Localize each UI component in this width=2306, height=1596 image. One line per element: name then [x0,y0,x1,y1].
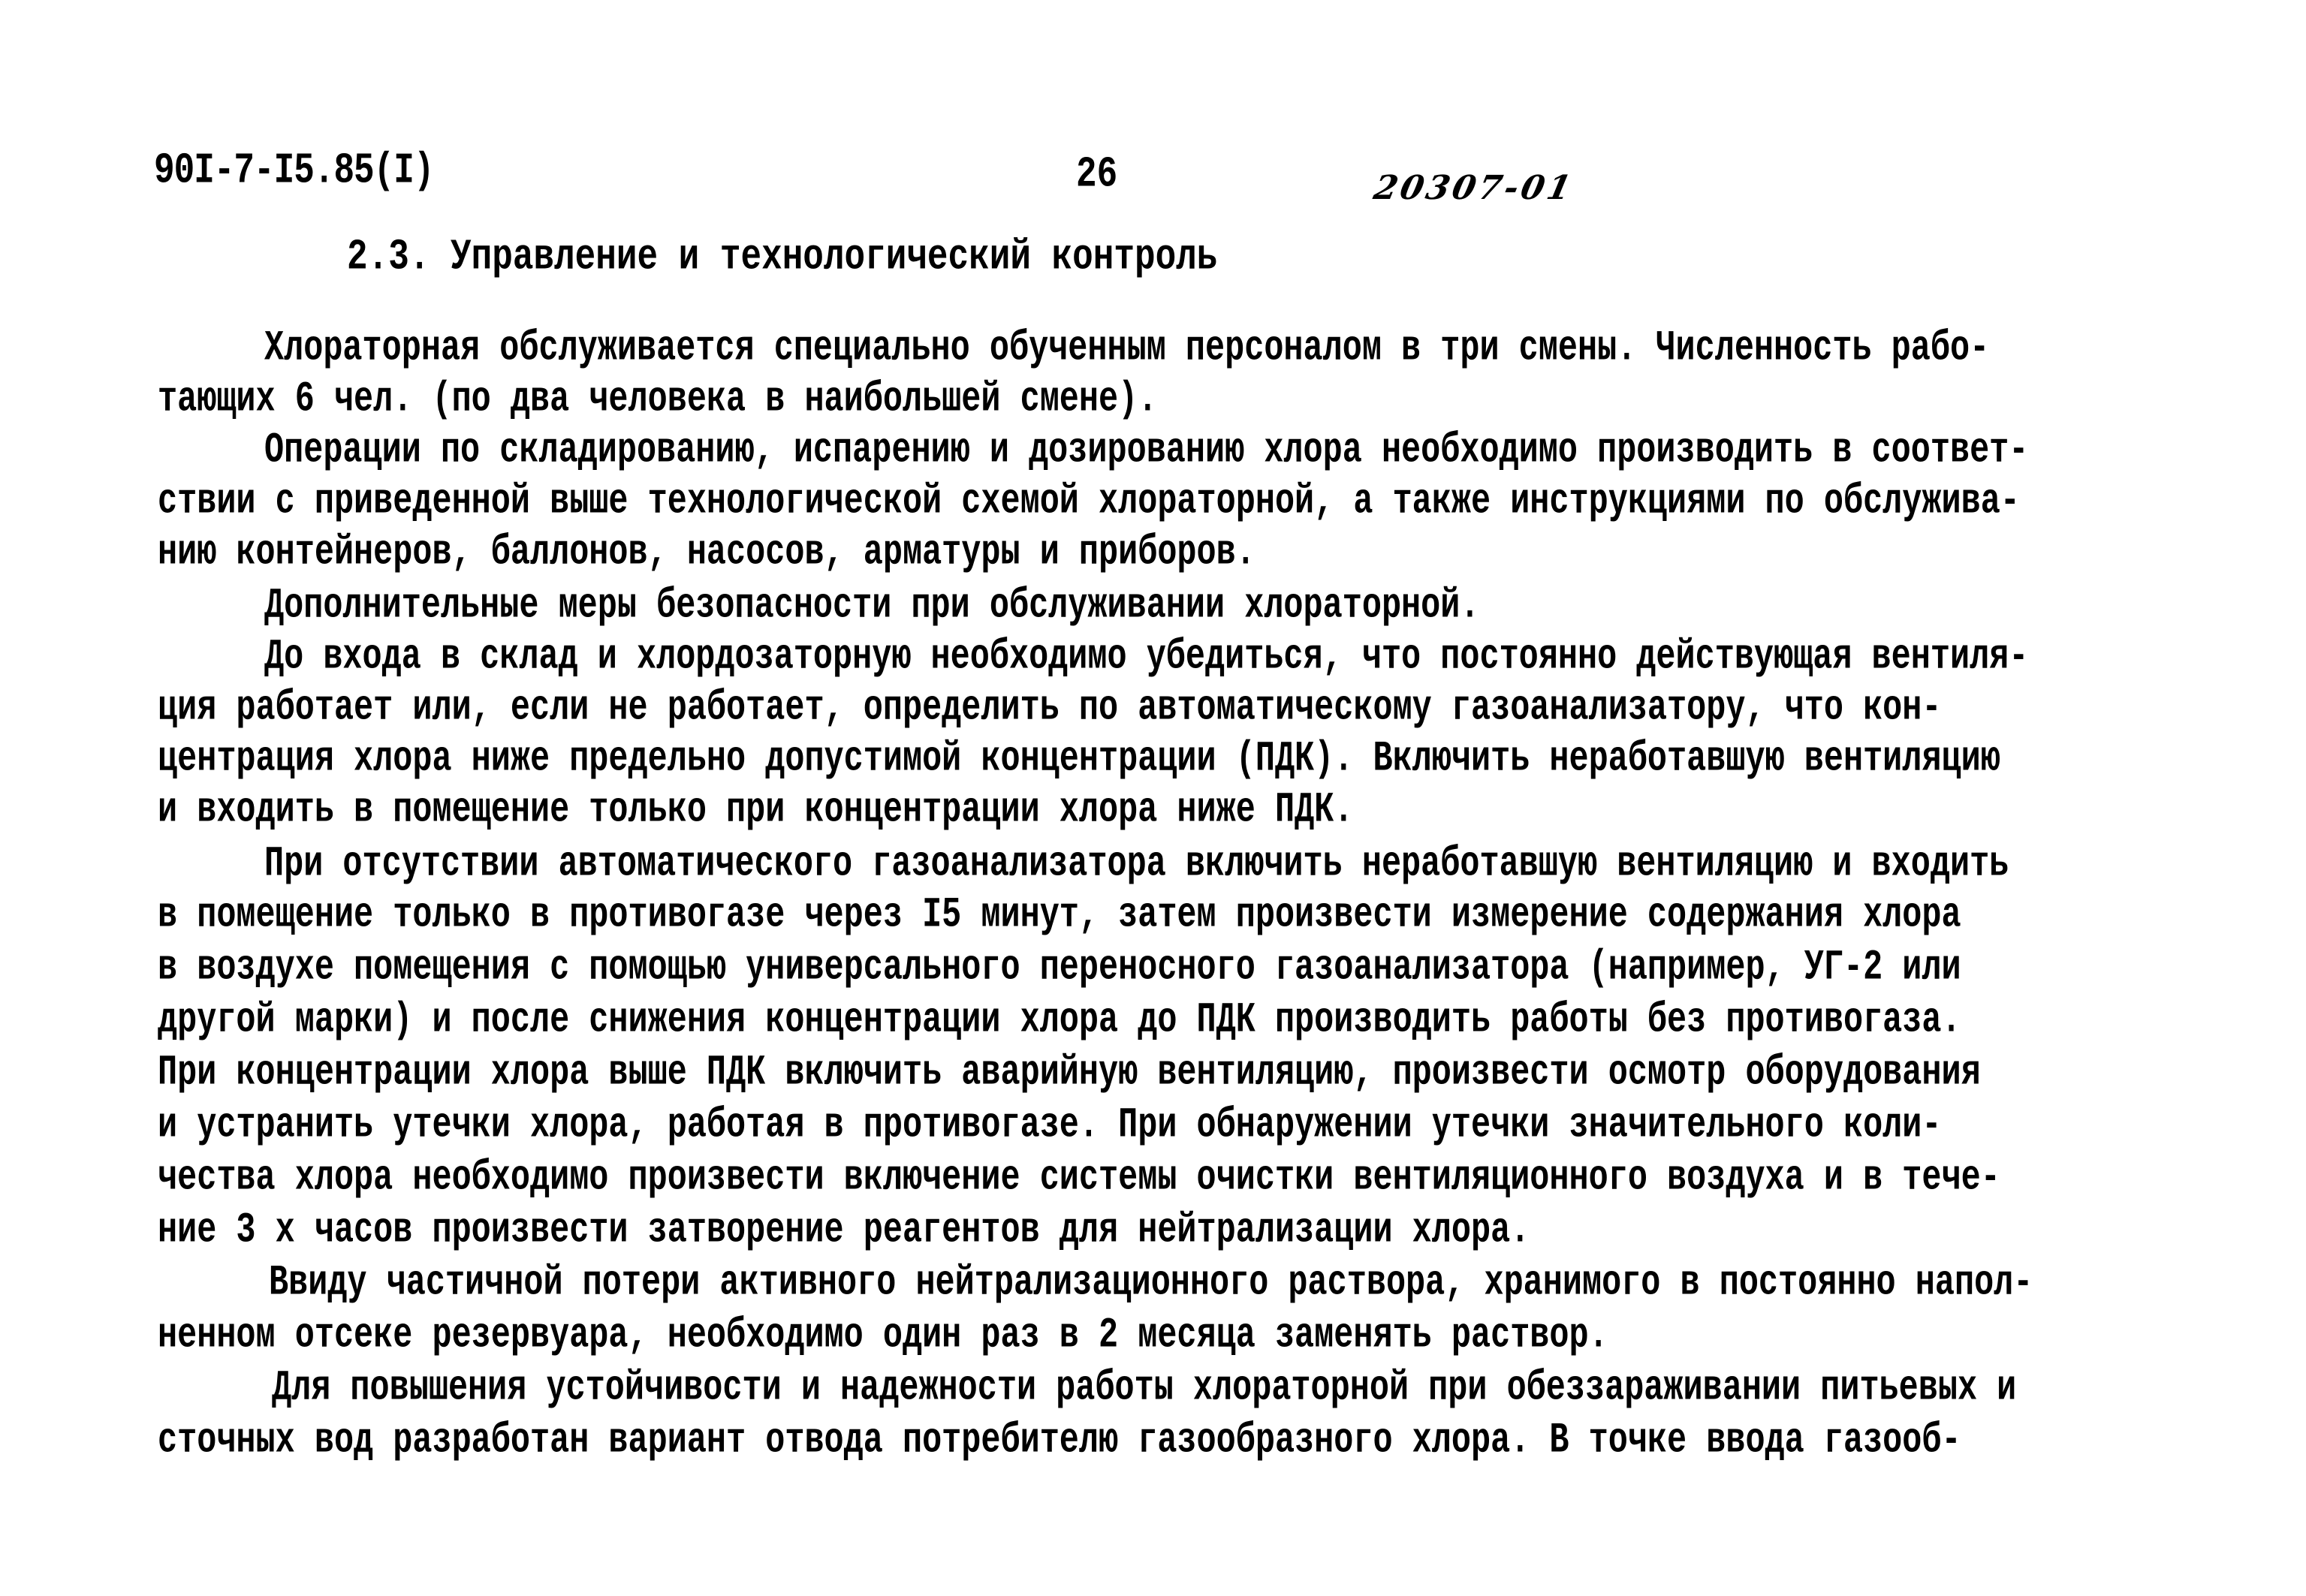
text-line: чества хлора необходимо произвести включение системы очистки вентиляционного воздуха и в тече- [158,1155,2000,1203]
handwritten-annotation: 20307-01 [1370,169,1578,207]
text-line: тающих 6 чел. (по два человека в наибольшей смене). [158,376,1158,424]
text-line: Ввиду частичной потери активного нейтрализационного раствора, хранимого в постоянно напол- [269,1260,2033,1308]
text-line: ненном отсеке резервуара, необходимо один раз в 2 месяца заменять раствор. [158,1312,1608,1360]
document-code: 90I-7-I5.85(I) [154,146,434,195]
text-line: Для повышения устойчивости и надежности работы хлораторной при обеззараживании питьевых и [272,1365,2017,1413]
text-line: и устранить утечки хлора, работая в противогазе. При обнаружении утечки значительного коли- [158,1102,1942,1150]
text-line: ствии с приведенной выше технологической схемой хлораторной, а также инструкциями по обслужива- [158,478,2020,526]
page-number: 26 [1076,150,1118,199]
text-line: Хлораторная обслуживается специально обученным персоналом в три смены. Численность рабо- [264,325,1990,373]
text-line: При отсутствии автоматического газоанализатора включить неработавшую вентиляцию и входить [264,841,2009,889]
text-line: До входа в склад и хлордозаторную необходимо убедиться, что постоянно действующая вентиля- [264,634,2029,682]
text-line: в помещение только в противогазе через I5 минут, затем произвести измерение содержания хлора [158,892,1961,940]
text-line: в воздухе помещения с помощью универсального переносного газоанализатора (например, УГ-2 или [158,944,1961,992]
section-heading: 2.3. Управление и технологический контроль [347,233,1218,282]
text-line: Дополнительные меры безопасности при обслуживании хлораторной. [264,583,1480,631]
text-line: Операции по складированию, испарению и дозированию хлора необходимо производить в соответ- [264,427,2029,475]
text-line: ние 3 х часов произвести затворение реагентов для нейтрализации хлора. [158,1207,1530,1255]
text-line: нию контейнеров, баллонов, насосов, арматуры и приборов. [158,529,1255,577]
text-line: и входить в помещение только при концентрации хлора ниже ПДК. [158,787,1354,835]
text-line: другой марки) и после снижения концентрации хлора до ПДК производить работы без противогаза. [158,997,1961,1045]
text-line: При концентрации хлора выше ПДК включить аварийную вентиляцию, произвести осмотр оборудования [158,1049,1981,1098]
text-line: ция работает или, если не работает, определить по автоматическому газоанализатору, что кон- [158,685,1942,733]
text-line: сточных вод разработан вариант отвода потребителю газообразного хлора. В точке ввода газооб- [158,1417,1961,1465]
text-line: центрация хлора ниже предельно допустимой концентрации (ПДК). Включить неработавшую вентиляцию [158,736,2000,784]
